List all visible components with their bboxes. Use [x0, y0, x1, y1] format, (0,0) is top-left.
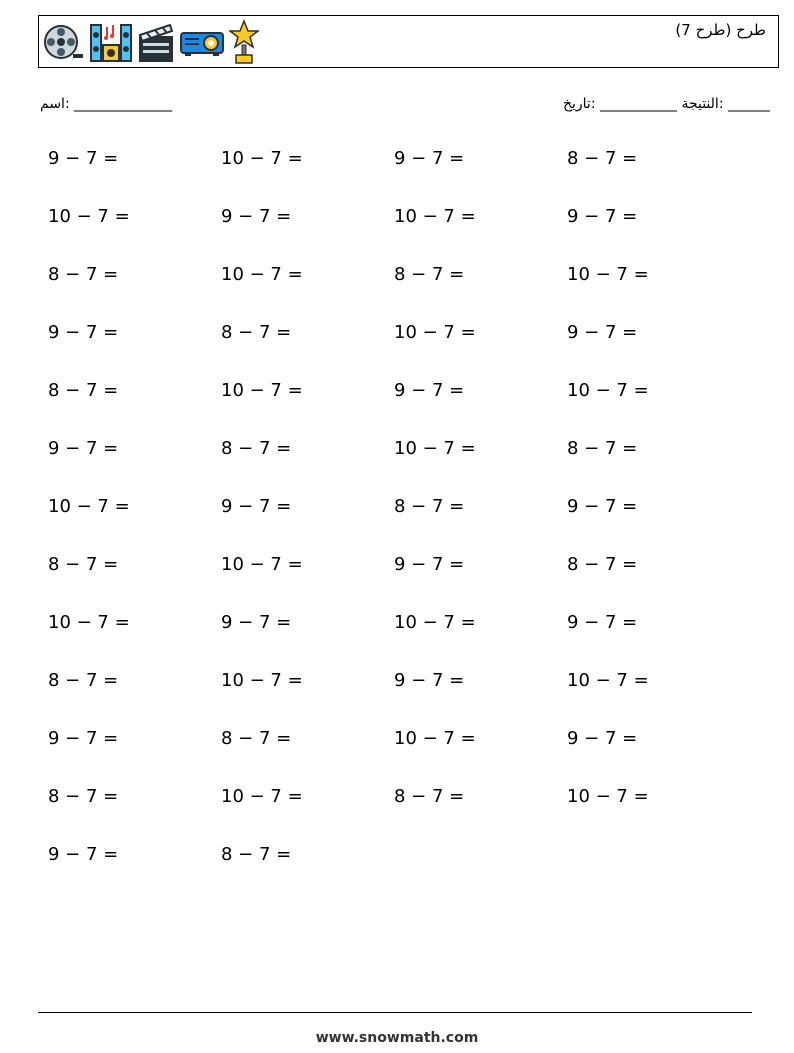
problem-item: 10 − 7 =	[221, 148, 303, 169]
problem-item: 10 − 7 =	[394, 438, 476, 459]
problem-item: 10 − 7 =	[567, 380, 649, 401]
problem-item: 10 − 7 =	[221, 264, 303, 285]
clapperboard-icon	[137, 21, 175, 63]
problem-item: 8 − 7 =	[394, 264, 465, 285]
problem-item: 10 − 7 =	[221, 554, 303, 575]
problem-item: 9 − 7 =	[48, 728, 119, 749]
problem-item: 8 − 7 =	[48, 786, 119, 807]
problem-item: 8 − 7 =	[48, 554, 119, 575]
problem-item: 9 − 7 =	[48, 844, 119, 865]
problem-item: 9 − 7 =	[394, 670, 465, 691]
problem-item: 9 − 7 =	[48, 322, 119, 343]
problem-item: 10 − 7 =	[394, 206, 476, 227]
header-icons	[43, 19, 259, 65]
problem-item: 8 − 7 =	[394, 496, 465, 517]
problem-item: 8 − 7 =	[394, 786, 465, 807]
problem-item: 9 − 7 =	[48, 438, 119, 459]
problem-item: 9 − 7 =	[394, 554, 465, 575]
footer-url: www.snowmath.com	[315, 1030, 479, 1046]
problem-item: 9 − 7 =	[48, 148, 119, 169]
problem-item: 10 − 7 =	[221, 786, 303, 807]
problem-item: 10 − 7 =	[567, 264, 649, 285]
problem-item: 10 − 7 =	[394, 322, 476, 343]
problem-item: 9 − 7 =	[567, 612, 638, 633]
problem-item: 8 − 7 =	[567, 148, 638, 169]
problem-item: 8 − 7 =	[221, 728, 292, 749]
problem-item: 9 − 7 =	[221, 612, 292, 633]
worksheet-title: طرح (طرح 7)	[675, 21, 766, 39]
worksheet-header	[38, 15, 779, 68]
date-score-field-label: النتيجة ___________ :تاريخ: ______	[562, 96, 770, 112]
problem-item: 9 − 7 =	[394, 148, 465, 169]
problem-item: 8 − 7 =	[48, 380, 119, 401]
problem-item: 9 − 7 =	[221, 496, 292, 517]
problem-item: 10 − 7 =	[394, 728, 476, 749]
problem-item: 10 − 7 =	[394, 612, 476, 633]
problem-item: 10 − 7 =	[48, 496, 130, 517]
speakers-icon	[89, 21, 133, 63]
problem-item: 8 − 7 =	[221, 844, 292, 865]
problem-item: 10 − 7 =	[221, 380, 303, 401]
problem-item: 8 − 7 =	[221, 322, 292, 343]
problem-item: 8 − 7 =	[221, 438, 292, 459]
problem-item: 9 − 7 =	[567, 206, 638, 227]
name-field-label: اسم: ______________	[40, 96, 173, 112]
problem-item: 8 − 7 =	[48, 264, 119, 285]
problem-item: 10 − 7 =	[48, 612, 130, 633]
problem-item: 10 − 7 =	[567, 670, 649, 691]
trophy-icon	[229, 19, 259, 65]
footer-divider	[38, 1012, 752, 1013]
problem-item: 10 − 7 =	[48, 206, 130, 227]
problem-item: 9 − 7 =	[221, 206, 292, 227]
projector-icon	[179, 27, 225, 57]
problem-item: 9 − 7 =	[394, 380, 465, 401]
film-reel-icon	[43, 22, 85, 62]
problem-item: 8 − 7 =	[567, 438, 638, 459]
problem-item: 8 − 7 =	[567, 554, 638, 575]
problem-item: 10 − 7 =	[221, 670, 303, 691]
problem-item: 10 − 7 =	[567, 786, 649, 807]
problem-item: 8 − 7 =	[48, 670, 119, 691]
problem-item: 9 − 7 =	[567, 496, 638, 517]
problem-item: 9 − 7 =	[567, 322, 638, 343]
problem-item: 9 − 7 =	[567, 728, 638, 749]
